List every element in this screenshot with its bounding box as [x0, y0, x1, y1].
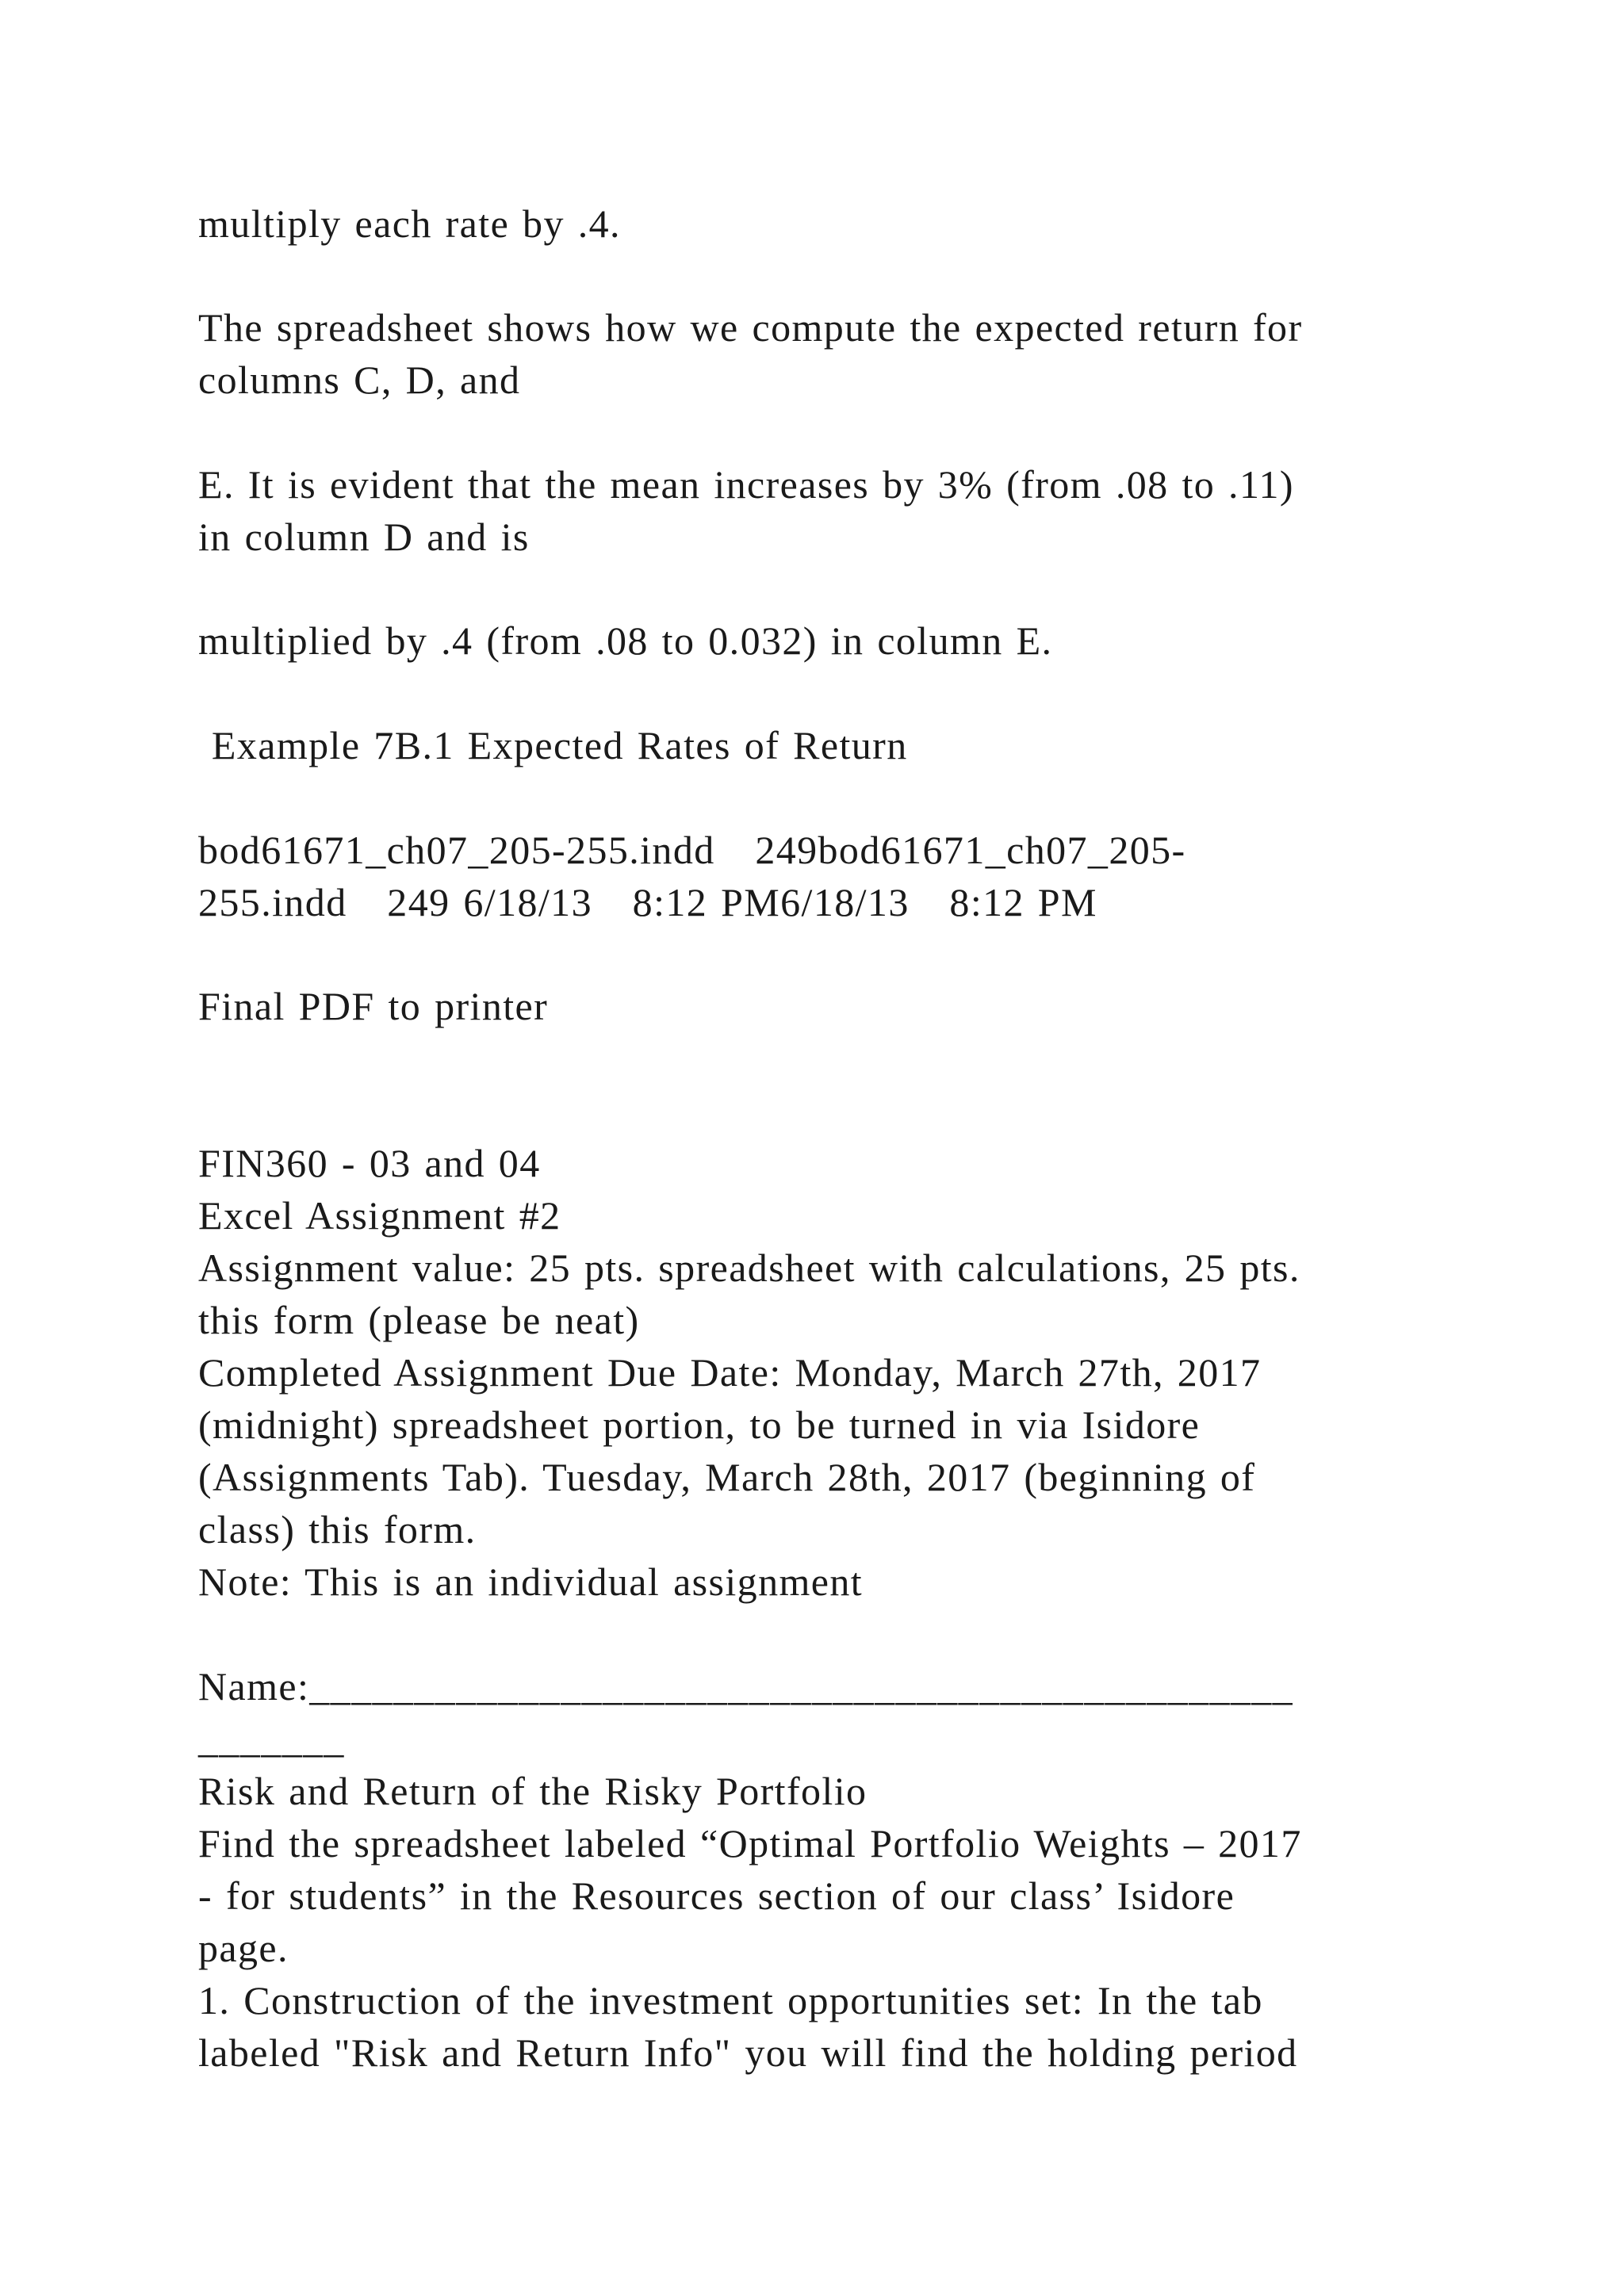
- assignment-title: Excel Assignment #2: [198, 1193, 561, 1238]
- text-line: in column D and is: [198, 515, 530, 559]
- text-line: multiply each rate by .4.: [198, 201, 621, 246]
- text-line: E. It is evident that the mean increases by 3% (from .08 to .11): [198, 462, 1294, 507]
- example-heading: Example 7B.1 Expected Rates of Return: [198, 723, 908, 767]
- text-line: Assignment value: 25 pts. spreadsheet with calculations, 25 pts.: [198, 1246, 1300, 1290]
- file-stamp-line: bod61671_ch07_205-255.indd 249bod61671_ch07_205-: [198, 828, 1186, 872]
- text-line: labeled "Risk and Return Info" you will find the holding period: [198, 2030, 1298, 2075]
- name-field-line: _______: [198, 1716, 345, 1761]
- text-line: this form (please be neat): [198, 1298, 640, 1342]
- text-line: page.: [198, 1926, 289, 1970]
- text-line: (midnight) spreadsheet portion, to be turned in via Isidore: [198, 1402, 1201, 1447]
- text-line: The spreadsheet shows how we compute the expected return for: [198, 305, 1303, 350]
- text-line: Completed Assignment Due Date: Monday, March 27th, 2017: [198, 1350, 1262, 1395]
- course-title: FIN360 - 03 and 04: [198, 1141, 541, 1185]
- printer-note: Final PDF to printer: [198, 984, 549, 1028]
- text-line: - for students” in the Resources section of our class’ Isidore: [198, 1873, 1235, 1918]
- name-field-line: Name:_______________________________________________: [198, 1664, 1294, 1709]
- text-line: 1. Construction of the investment opportunities set: In the tab: [198, 1978, 1263, 2022]
- file-stamp-line: 255.indd 249 6/18/13 8:12 PM6/18/13 8:12 PM: [198, 880, 1097, 924]
- text-line: Find the spreadsheet labeled “Optimal Portfolio Weights – 2017: [198, 1821, 1302, 1866]
- text-line: columns C, D, and: [198, 358, 521, 402]
- text-line: multiplied by .4 (from .08 to 0.032) in column E.: [198, 618, 1053, 663]
- text-line: class) this form.: [198, 1507, 477, 1552]
- text-line: Note: This is an individual assignment: [198, 1559, 864, 1604]
- text-line: (Assignments Tab). Tuesday, March 28th, 2017 (beginning of: [198, 1455, 1256, 1499]
- section-heading: Risk and Return of the Risky Portfolio: [198, 1769, 868, 1813]
